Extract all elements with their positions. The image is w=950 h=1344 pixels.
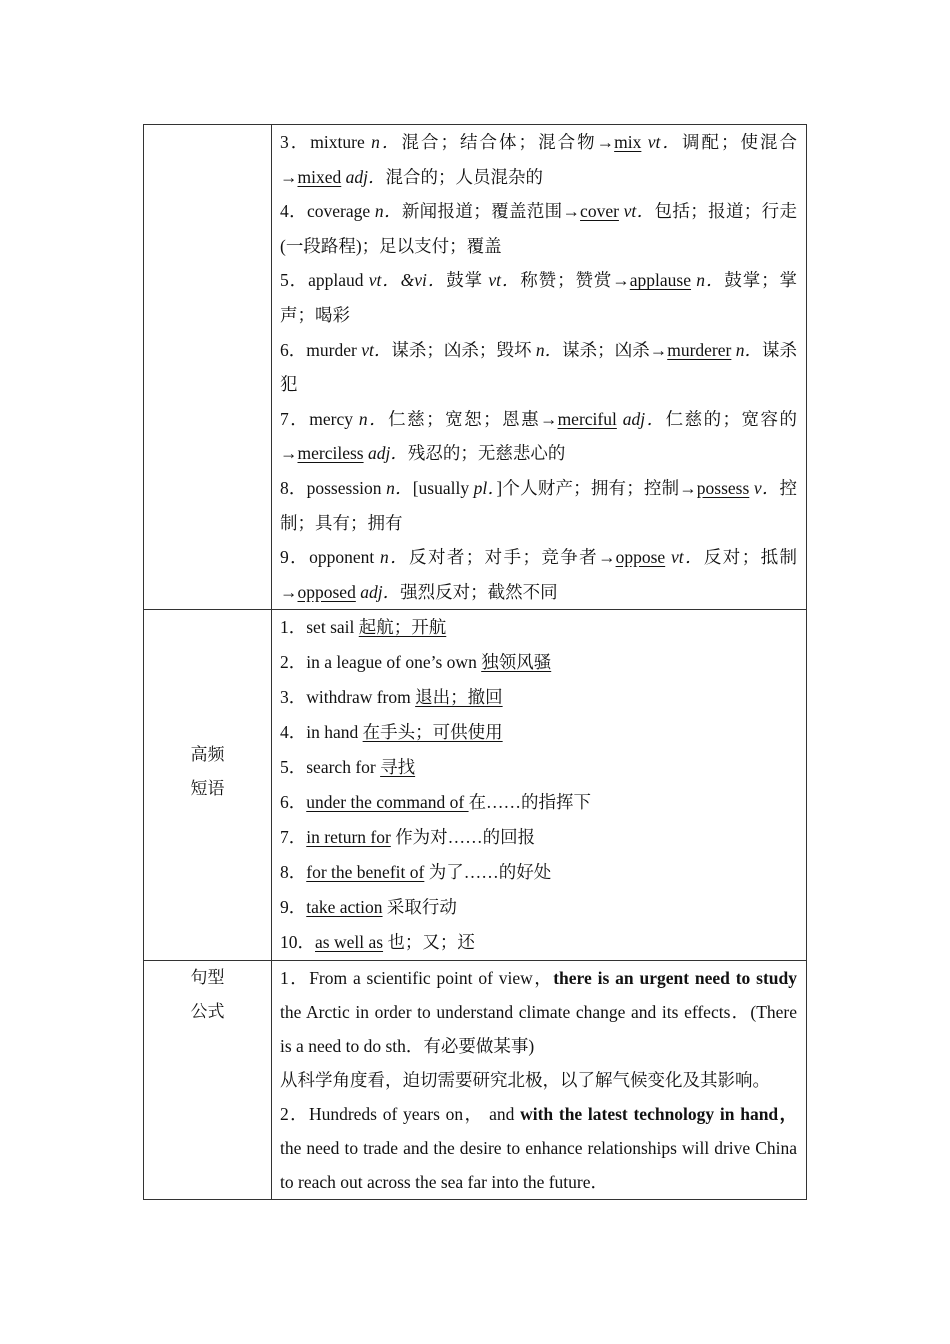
list-item: 3．withdraw from 退出；撤回	[280, 687, 503, 708]
phrase-list	[272, 610, 807, 961]
list-item: 8．for the benefit of 为了……的好处	[280, 862, 552, 883]
list-item: 9．take action 采取行动	[280, 897, 457, 918]
label-line: 短语	[190, 779, 225, 800]
table-row	[144, 610, 807, 961]
label-line: 高频	[190, 745, 225, 766]
list-item: 9．opponent n．反对者；对手；竞争者→oppose vt．反对；抵制→opposed adj．强烈反对；截然不同	[280, 547, 798, 602]
vocabulary-table	[143, 124, 807, 1200]
sentence-list	[272, 961, 807, 1200]
table-row	[144, 125, 807, 610]
list-item: 3．mixture n．混合；结合体；混合物→mix vt．调配；使混合→mixed adj．混合的；人员混杂的	[280, 132, 798, 187]
section-label	[144, 961, 271, 1029]
list-item: 8．possession n．[usually pl．]个人财产；拥有；控制→possess v．控制；具有；拥有	[280, 477, 798, 533]
list-item: 4．coverage n．新闻报道；覆盖范围→cover vt．包括；报道；行走(一段路程)；足以支付；覆盖	[280, 201, 798, 256]
empty-label-cell	[144, 125, 272, 610]
list-item: 6．murder vt．谋杀；凶杀；毁坏 n．谋杀；凶杀→murderer n．谋杀犯	[280, 339, 798, 395]
sentence-item: 1．From a scientific point of view，there is an urgent need to study the Arctic in order to understand climate change and its effects．(There is a need to do sth．有必要做某事)	[280, 968, 797, 1057]
label-line: 公式	[190, 1002, 225, 1023]
list-item: 1．set sail 起航；开航	[280, 617, 447, 638]
sentences-label-cell	[144, 961, 272, 1200]
list-item: 10．as well as 也；又；还	[280, 932, 475, 953]
list-item: 5．applaud vt．&vi．鼓掌 vt．称赞；赞赏→applause n．鼓掌；掌声；喝彩	[280, 270, 798, 325]
phrases-label-cell	[144, 610, 272, 961]
list-item: 7．in return for 作为对……的回报	[280, 827, 536, 848]
list-item: 7．mercy n．仁慈；宽恕；恩惠→merciful adj．仁慈的；宽容的→merciless adj．残忍的；无慈悲心的	[280, 408, 798, 464]
sentence-translation: 从科学角度看，迫切需要研究北极，以了解气候变化及其影响。	[280, 1070, 770, 1091]
table-row	[144, 961, 807, 1200]
list-item: 6．under the command of 在……的指挥下	[280, 792, 592, 813]
sentence-item: 2．Hundreds of years on， and with the latest technology in hand， the need to trade and the desire to enhance relationships will drive China to reach out across the sea far into the future．	[280, 1104, 798, 1193]
list-item: 5．search for 寻找	[280, 757, 416, 778]
label-line: 句型	[190, 968, 225, 989]
list-item: 2．in a league of one’s own 独领风骚	[280, 652, 552, 673]
list-item: 4．in hand 在手头；可供使用	[280, 722, 503, 743]
vocab-list	[272, 125, 807, 610]
section-label	[144, 610, 271, 806]
